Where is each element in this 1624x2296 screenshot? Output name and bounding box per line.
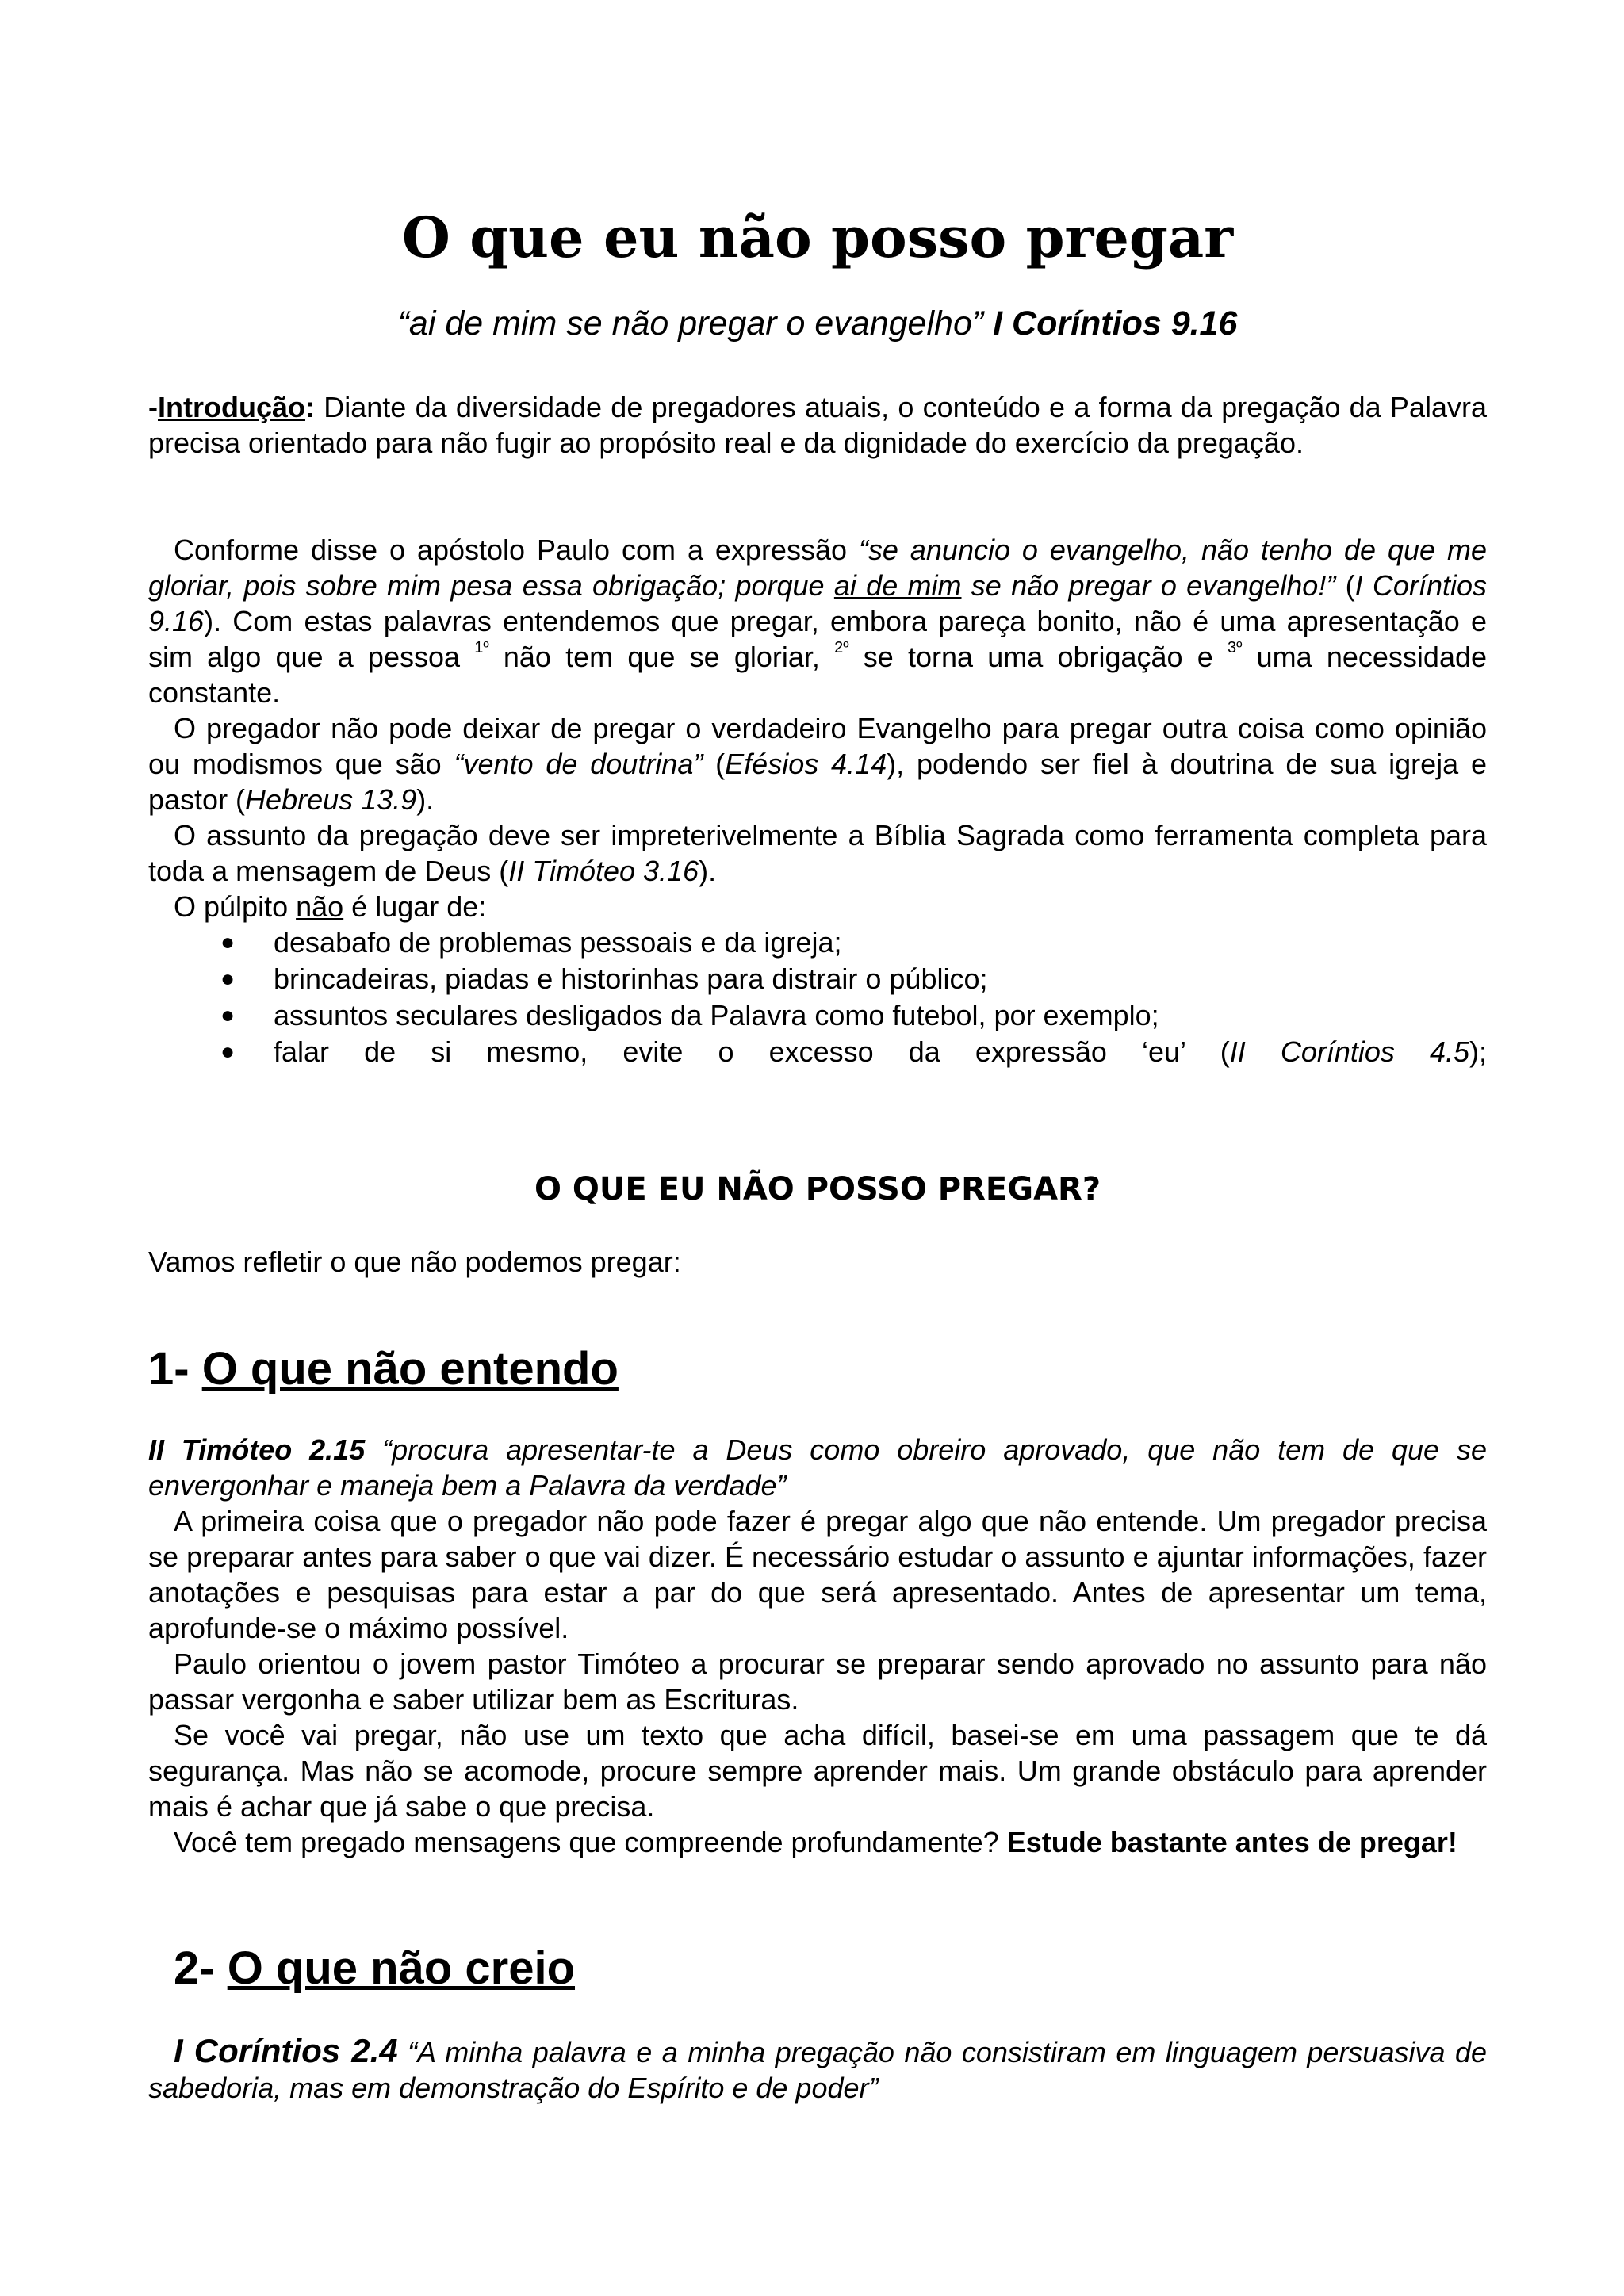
para4-text-a: O púlpito	[174, 890, 297, 923]
para2-text-a: O pregador não pode deixar de pregar o verdadeiro Evangelho para pregar outra coisa como opinião ou modismos que são	[148, 712, 1487, 780]
pulpit-list	[148, 924, 1487, 1070]
para1-text-d: não tem que se gloriar,	[488, 641, 835, 673]
list-item	[148, 961, 1487, 997]
section-1-number: 1-	[148, 1343, 202, 1395]
list-item-text: desabafo de problemas pessoais e da igreja;	[274, 926, 842, 959]
para2-text-d: ).	[416, 783, 435, 816]
para4-text-b: é lugar de:	[343, 890, 487, 923]
section-1-reference: II Timóteo 2.15	[148, 1433, 366, 1466]
intro-label: Introdução	[158, 391, 305, 423]
subtitle-quote: “ai de mim se não pregar o evangelho”	[397, 304, 984, 342]
para1-quote-b: se não pregar o evangelho!”	[961, 569, 1336, 602]
bullet-icon: ●	[220, 966, 236, 992]
para3-text-a: O assunto da pregação deve ser impreterivelmente a Bíblia Sagrada como ferramenta completa para toda a mensagem de Deus (	[148, 819, 1487, 887]
para3-reference: II Timóteo 3.16	[508, 855, 699, 887]
section-2-title: O que não creio	[227, 1942, 576, 1994]
list-item	[148, 997, 1487, 1034]
section-1-exhortation: Estude bastante antes de pregar!	[1006, 1826, 1457, 1858]
para1-text-a: Conforme disse o apóstolo Paulo com a expressão	[174, 534, 859, 566]
paragraph-2	[148, 710, 1487, 817]
section-2-number: 2-	[174, 1942, 228, 1994]
bullet-icon: ●	[220, 1002, 236, 1028]
ordinal-3: 3º	[1227, 639, 1243, 656]
para1-text-c: ). Com estas palavras entendemos que pregar, embora pareça bonito, não é uma apresentação e sim algo que a pessoa	[148, 605, 1487, 673]
paragraph-4	[148, 889, 1487, 924]
ordinal-2: 2º	[834, 639, 849, 656]
list-item	[148, 1034, 1487, 1070]
section-2-quote: “A minha palavra e a minha pregação não consistiram em linguagem persuasiva de sabedoria, mas em demonstração do Espírito e de poder”	[148, 2036, 1487, 2104]
para2-text-c: ), podendo ser fiel à doutrina de sua igreja e pastor (	[148, 748, 1488, 816]
bullet-icon: ●	[220, 1039, 236, 1065]
para1-text-f: uma necessidade constante.	[148, 641, 1488, 709]
section-2-verse	[148, 2033, 1487, 2106]
list-item-text: assuntos seculares desligados da Palavra como futebol, por exemplo;	[274, 999, 1159, 1031]
para1-text-b: (	[1335, 569, 1355, 602]
section-1-verse	[148, 1432, 1487, 1503]
para1-reference: I Coríntios 9.16	[148, 569, 1487, 637]
section-1-paragraph-3: Se você vai pregar, não use um texto que acha difícil, basei-se em uma passagem que te dá segurança. Mas não se acomode, procure sempre aprender mais. Um grande obstáculo para aprender mais é achar que já sabe o que precisa.	[148, 1719, 1487, 1823]
section-1-paragraph-2: Paulo orientou o jovem pastor Timóteo a procurar se preparar sendo aprovado no assunto para não passar vergonha e saber utilizar bem as Escrituras.	[148, 1647, 1487, 1716]
para4-underline: não	[296, 890, 344, 923]
para3-text-b: ).	[699, 855, 717, 887]
section-2-heading	[174, 1939, 575, 1998]
para2-reference-1: Efésios 4.14	[725, 748, 887, 780]
reflect-line: Vamos refletir o que não podemos pregar:	[148, 1246, 681, 1278]
paragraph-3	[148, 817, 1487, 889]
page-title: O que eu não posso pregar	[401, 205, 1234, 270]
bullet4-text-a: falar de si mesmo, evite o excesso da expressão ‘eu’ (	[274, 1035, 1230, 1068]
para1-quote-underline: ai de mim	[833, 569, 962, 602]
ordinal-1: 1º	[474, 639, 489, 656]
section-1-question: Você tem pregado mensagens que compreende profundamente?	[174, 1826, 1007, 1858]
para2-text-b: (	[703, 748, 726, 780]
section-1-paragraph-4	[148, 1824, 1487, 1860]
subtitle	[148, 301, 1487, 346]
section-2-reference: I Coríntios 2.4	[174, 2032, 398, 2069]
section-1-paragraph-1: A primeira coisa que o pregador não pode fazer é pregar algo que não entende. Um pregador precisa se preparar antes para saber o que vai dizer. É necessário estudar o assunto e ajuntar informações, fazer anotações e pesquisas para estar a par do que será apresentado. Antes de apresentar um tema, aprofunde-se o máximo possível.	[148, 1505, 1487, 1644]
section-1-title: O que não entendo	[201, 1343, 619, 1395]
section-heading-center: O QUE EU NÃO POSSO PREGAR?	[534, 1171, 1101, 1207]
bullet4-text-b: );	[1469, 1035, 1487, 1068]
list-item-text: brincadeiras, piadas e historinhas para distrair o público;	[274, 962, 988, 995]
section-1-quote: “procura apresentar-te a Deus como obreiro aprovado, que não tem de que se envergonhar e maneja bem a Palavra da verdade”	[148, 1433, 1487, 1502]
bullet4-reference: II Coríntios 4.5	[1229, 1035, 1469, 1068]
para1-text-e: se torna uma obrigação e	[848, 641, 1228, 673]
intro-colon: :	[305, 391, 315, 423]
intro-text: Diante da diversidade de pregadores atuais, o conteúdo e a forma da pregação da Palavra precisa orientado para não fugir ao propósito real e da dignidade do exercício da pregação.	[148, 391, 1487, 459]
para2-quote: “vento de doutrina”	[454, 748, 703, 780]
subtitle-reference: I Coríntios 9.16	[993, 304, 1238, 342]
intro-dash: -	[148, 391, 158, 423]
para1-quote-a: “se anuncio o evangelho, não tenho de que me gloriar, pois sobre mim pesa essa obrigação; porque	[148, 534, 1487, 602]
intro-paragraph	[148, 389, 1487, 461]
bullet-icon: ●	[220, 929, 236, 955]
para2-reference-2: Hebreus 13.9	[245, 783, 417, 816]
list-item	[148, 924, 1487, 961]
paragraph-1	[148, 532, 1487, 710]
section-1-heading	[148, 1340, 619, 1399]
